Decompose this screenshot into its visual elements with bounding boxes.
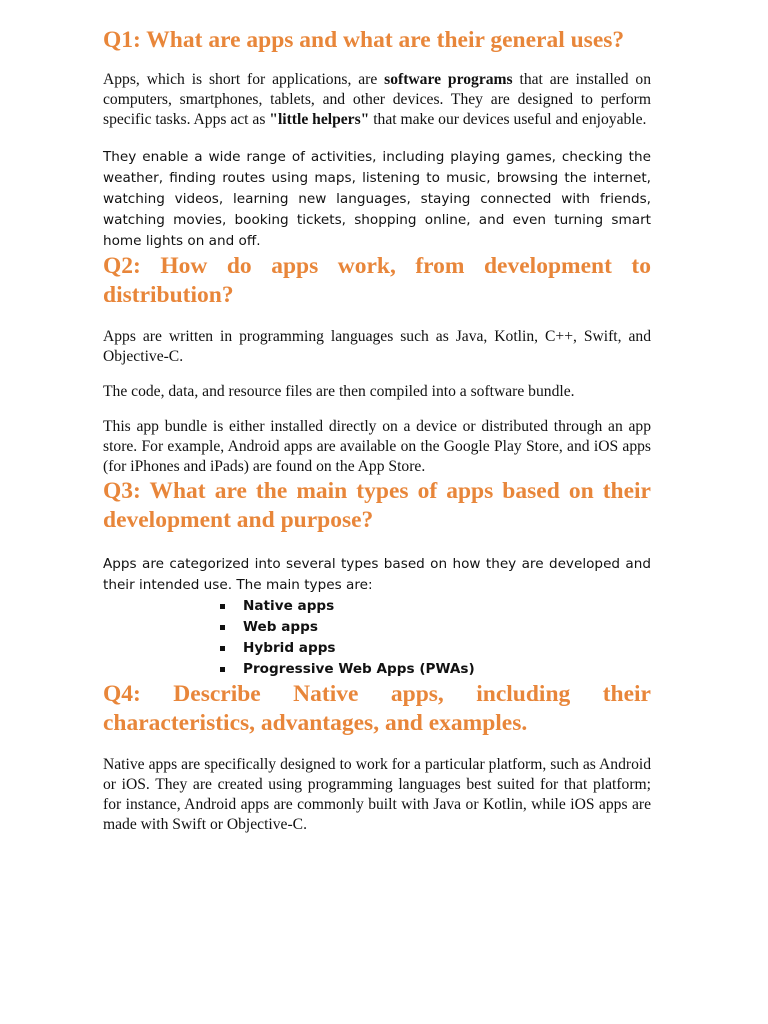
q2-heading: Q2: How do apps work, from development to distribution? [103, 253, 651, 308]
q1-paragraph-1 [103, 70, 651, 130]
q1-p1-text-c: that are installed on computers, smartphones, tablets, and other devices. They are designed to perform specific tasks. Apps act as [103, 71, 651, 128]
app-type-item: Progressive Web Apps (PWAs) [243, 659, 651, 680]
q3-intro-paragraph: Apps are categorized into several types based on how they are developed and their intended use. The main types are: [103, 556, 651, 593]
q1-p1-text-a: Apps, which is short for applications, are [103, 71, 385, 88]
app-type-item: Web apps [243, 617, 651, 638]
q1-p1-bold-software-programs: software programs [384, 71, 513, 88]
app-type-item: Hybrid apps [243, 638, 651, 659]
q1-paragraph-2: They enable a wide range of activities, including playing games, checking the weather, finding routes using maps, listening to music, browsing the internet, watching videos, learning new languages, staying connected with friends, watching movies, booking tickets, shopping online, and even turning smart home lights on and off. [103, 149, 651, 249]
q2-paragraph-1: Apps are written in programming languages such as Java, Kotlin, C++, Swift, and Objective-C. [103, 328, 651, 365]
document-content [103, 26, 651, 835]
q1-p1-bold-little-helpers: "little helpers" [269, 111, 370, 128]
q1-heading: Q1: What are apps and what are their general uses? [103, 27, 625, 53]
app-type-item: Native apps [243, 596, 651, 617]
q2-paragraph-2: The code, data, and resource files are then compiled into a software bundle. [103, 383, 575, 400]
q3-heading: Q3: What are the main types of apps based on their development and purpose? [103, 478, 651, 533]
q1-p1-text-e: that make our devices useful and enjoyable. [369, 111, 647, 128]
q2-paragraph-3: This app bundle is either installed directly on a device or distributed through an app store. For example, Android apps are available on the Google Play Store, and iOS apps (for iPhones and iPads) are found on the App Store. [103, 418, 651, 475]
q4-heading: Q4: Describe Native apps, including their characteristics, advantages, and examples. [103, 681, 651, 736]
q4-paragraph-1: Native apps are specifically designed to work for a particular platform, such as Android or iOS. They are created using programming languages best suited for that platform; for instance, Android apps are commonly built with Java or Kotlin, while iOS apps are made with Swift or Objective-C. [103, 756, 651, 833]
app-types-list [103, 596, 651, 680]
